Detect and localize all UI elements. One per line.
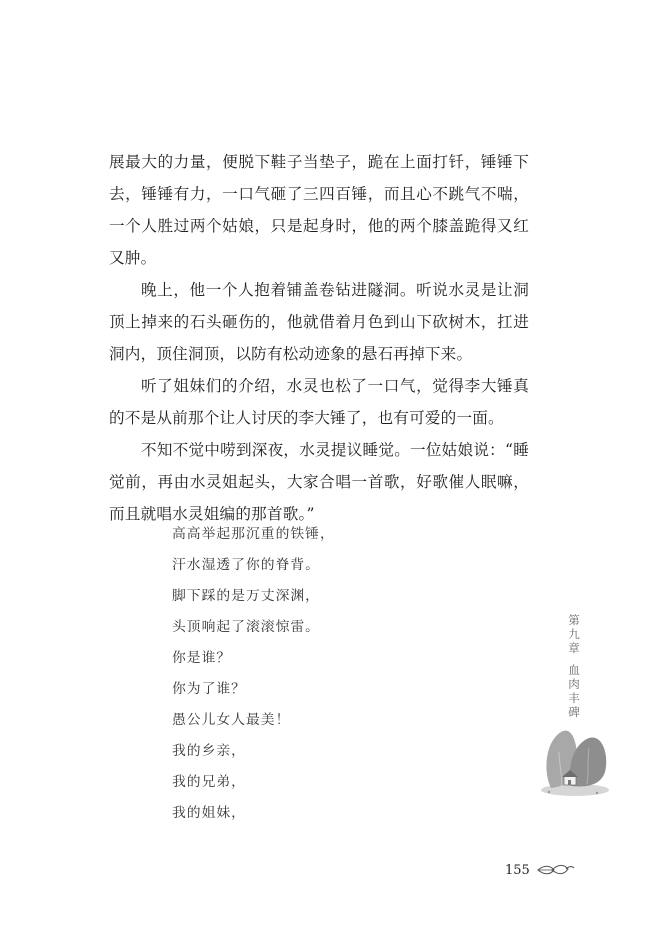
chapter-number: 第九章 <box>568 613 580 655</box>
poem-line-6: 你为了谁？ <box>172 681 246 697</box>
page-footer <box>505 860 576 880</box>
poem-line-5: 你是谁？ <box>172 650 232 666</box>
paragraph-2: 晚上，他一个人抱着铺盖卷钻进隧洞。听说水灵是让洞顶上掉来的石头砸伤的，他就借着月色到山下砍树木，扛进洞内，顶住洞顶，以防有松动迹象的悬石再掉下来。 <box>109 281 529 363</box>
paragraph-1: 展最大的力量，便脱下鞋子当垫子，跪在上面打钎，锤锤下去，锤锤有力，一口气砸了三四百锤，而且心不跳气不喘，一个人胜过两个姑娘，只是起身时，他的两个膝盖跪得又红又肿。 <box>109 153 529 267</box>
paragraph-4: 不知不觉中唠到深夜，水灵提议睡觉。一位姑娘说：“睡觉前，再由水灵姐起头，大家合唱一首歌，好歌催人眠嘛，而且就唱水灵姐编的那首歌。” <box>109 441 529 523</box>
poem-line-1: 高高举起那沉重的铁锤， <box>172 526 335 542</box>
song-lyrics <box>172 519 472 829</box>
poem-line-3: 脚下踩的是万丈深渊， <box>172 588 320 604</box>
poem-line-10: 我的姐妹， <box>172 805 246 821</box>
chapter-running-head <box>563 613 585 719</box>
poem-line-9: 我的兄弟， <box>172 774 246 790</box>
paragraph-3: 听了姐妹们的介绍，水灵也松了一口气，觉得李大锤真的不是从前那个让人讨厌的李大锤了，也有可爱的一面。 <box>109 377 529 427</box>
page-number: 155 <box>505 862 530 878</box>
body-text <box>109 146 529 530</box>
leaf-ornament-icon <box>536 863 576 877</box>
poem-line-4: 头顶响起了滚滚惊雷。 <box>172 619 320 635</box>
poem-line-7: 愚公儿女人最美！ <box>172 712 291 728</box>
poem-line-8: 我的乡亲， <box>172 743 246 759</box>
poem-line-2: 汗水湿透了你的脊背。 <box>172 557 320 573</box>
chapter-title: 血肉丰碑 <box>568 663 580 719</box>
tree-with-hut-icon <box>537 722 613 802</box>
